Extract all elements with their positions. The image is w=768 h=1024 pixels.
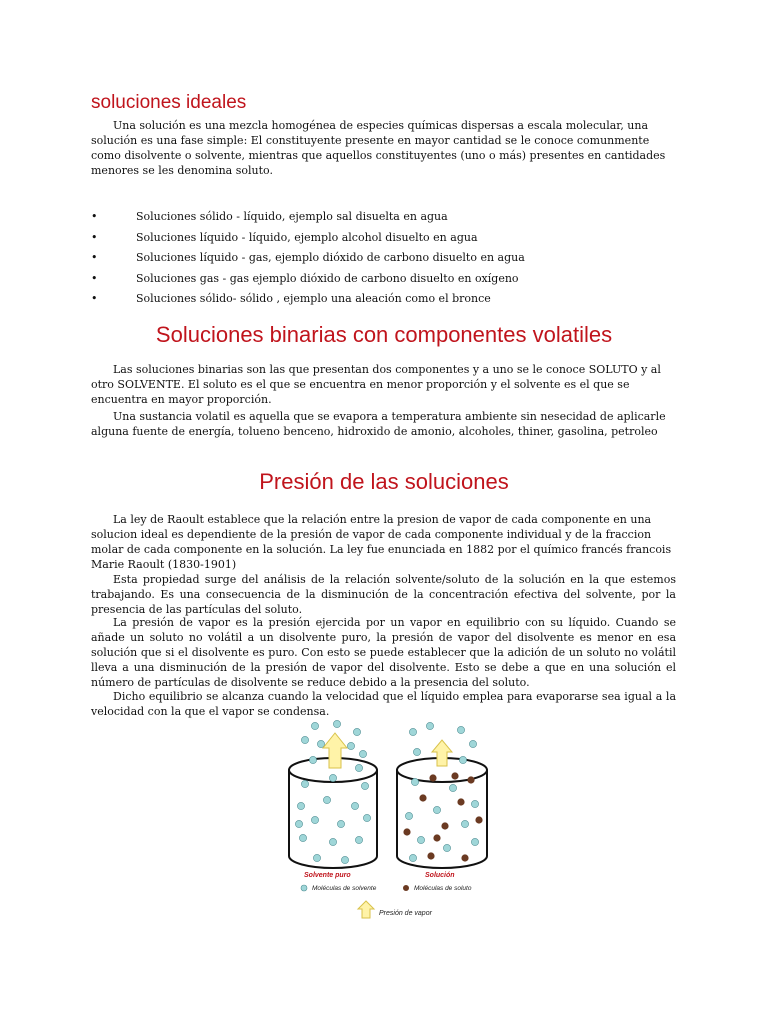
bullet-list-tipos-soluciones [91, 207, 676, 310]
solvent-molecule [409, 728, 416, 735]
vapor-pressure-figure [275, 718, 495, 923]
solvent-molecule [361, 782, 368, 789]
solvent-molecule [333, 720, 340, 727]
label-solvente-puro: Solvente puro [304, 872, 351, 879]
solvent-molecule [297, 802, 304, 809]
solute-molecule [403, 828, 410, 835]
solvent-molecule [471, 838, 478, 845]
section-title-soluciones-ideales: soluciones ideales [91, 92, 247, 113]
bullet-icon: • [91, 271, 98, 285]
solvent-molecule [417, 836, 424, 843]
solute-molecule [427, 852, 434, 859]
paragraph-presion-vapor: La presión de vapor es la presión ejercida por un vapor en equilibrio con su líquido. Cuando se añade un soluto no volátil a un disolvente puro, la presión de vapor del disolvente es menor en esa solución que si el disolvente es puro. Con esto se puede establecer que la adición de un soluto no volátil lleva a una disminución de la presión de vapor del disolvente. Esto se debe a que en una solución el número de partículas de disolvente se reduce debido a la presencia del soluto. [91, 616, 676, 689]
section-title-soluciones-binarias: Soluciones binarias con componentes volatiles [155, 322, 613, 347]
legend-solvent-text: Moléculas de solvente [312, 885, 377, 892]
solvent-molecule [405, 812, 412, 819]
list-item: • Soluciones líquido - gas, ejemplo dióxido de carbono disuelto en agua [91, 248, 676, 269]
solute-molecule [433, 834, 440, 841]
paragraph-definicion-solucion: Una solución es una mezcla homogénea de especies químicas dispersas a escala molecular, una solución es una fase simple: El constituyente presente en mayor cantidad se le conoce comunmente como disolvente o solvente, mientras que aquellos constituyentes (uno o más) presentes en cantidades menores se les denomina soluto. [91, 119, 666, 177]
solvent-molecule [309, 756, 316, 763]
solvent-molecule [311, 722, 318, 729]
solvent-molecule [471, 800, 478, 807]
paragraph-soluciones-binarias: Las soluciones binarias son las que presentan dos componentes y a uno se le conoce SOLUTO y al otro SOLVENTE. El soluto es el que se encuentra en menor proporción y el solvente es el que se encuentra en mayor proporción. [91, 363, 661, 406]
solvent-molecule [317, 740, 324, 747]
solvent-molecule [355, 764, 362, 771]
solute-molecule [475, 816, 482, 823]
solvent-molecule [323, 796, 330, 803]
section-title-presion-soluciones: Presión de las soluciones [259, 469, 509, 494]
solvent-molecule [329, 838, 336, 845]
list-item: • Soluciones sólido - líquido, ejemplo sal disuelta en agua [91, 207, 676, 228]
bullet-icon: • [91, 292, 98, 305]
solute-molecule [441, 822, 448, 829]
legend-solute-icon [403, 885, 409, 891]
bullet-icon: • [91, 230, 98, 244]
bullet-icon: • [91, 210, 98, 223]
solvent-molecule [353, 728, 360, 735]
solvent-molecule [299, 834, 306, 841]
solvent-molecule [461, 820, 468, 827]
legend-solute-text: Moléculas de soluto [414, 885, 472, 892]
solvent-molecule [433, 806, 440, 813]
solute-molecule [467, 776, 474, 783]
list-item: • Soluciones gas - gas ejemplo dióxido de carbono disuelto en oxígeno [91, 269, 676, 290]
solvent-molecule [413, 748, 420, 755]
solvent-molecule [459, 756, 466, 763]
solute-molecule [429, 774, 436, 781]
solvent-molecule [313, 854, 320, 861]
paragraph-sustancia-volatil: Una sustancia volatil es aquella que se evapora a temperatura ambiente sin nesecidad de aplicarle alguna fuente de energía, tolueno benceno, hidroxido de amonio, alcoholes, thiner, gasolina, petroleo [91, 410, 666, 438]
solvent-molecule [449, 784, 456, 791]
paragraph-ley-raoult: La ley de Raoult establece que la relación entre la presion de vapor de cada componente en una solucion ideal es dependiente de la presión de vapor de cada componente individual y de la fraccion molar de cada componente en la solución. La ley fue enunciada en 1882 por el químico francés francois Marie Raoult (1830-1901) [91, 513, 672, 571]
solvent-molecule [355, 836, 362, 843]
legend-solvent-icon [301, 885, 307, 891]
label-solucion: Solución [425, 872, 455, 879]
solute-molecule [419, 794, 426, 801]
solvent-molecule [347, 742, 354, 749]
paragraph-propiedad: Esta propiedad surge del análisis de la relación solvente/soluto de la solución en la que estemos trabajando. Es una consecuencia de la disminución de la concentración efectiva del solvente, por la presencia de las partículas del soluto. [91, 573, 676, 616]
legend-pressure-text: Presión de vapor [379, 910, 432, 917]
solute-molecule [457, 798, 464, 805]
solvent-molecule [351, 802, 358, 809]
solvent-molecule [337, 820, 344, 827]
vapor-pressure-diagram [275, 718, 495, 923]
solvent-molecule [426, 722, 433, 729]
list-item: • Soluciones líquido - líquido, ejemplo alcohol disuelto en agua [91, 228, 676, 249]
solvent-molecule [359, 750, 366, 757]
solvent-molecule [341, 856, 348, 863]
list-item: • Soluciones sólido- sólido , ejemplo una aleación como el bronce [91, 289, 676, 310]
solvent-molecule [411, 778, 418, 785]
solvent-molecule [295, 820, 302, 827]
solvent-molecule [311, 816, 318, 823]
bullet-icon: • [91, 251, 98, 264]
solvent-molecule [329, 774, 336, 781]
solvent-molecule [469, 740, 476, 747]
solvent-molecule [301, 736, 308, 743]
solvent-molecule [443, 844, 450, 851]
solvent-molecule [409, 854, 416, 861]
paragraph-equilibrio: Dicho equilibrio se alcanza cuando la velocidad que el líquido emplea para evaporarse sea igual a la velocidad con la que el vapor se condensa. [91, 690, 676, 718]
solute-molecule [461, 854, 468, 861]
solute-molecule [451, 772, 458, 779]
legend-pressure-arrow-icon [358, 901, 374, 918]
solvent-molecule [363, 814, 370, 821]
solvent-molecule [301, 780, 308, 787]
solvent-molecule [457, 726, 464, 733]
